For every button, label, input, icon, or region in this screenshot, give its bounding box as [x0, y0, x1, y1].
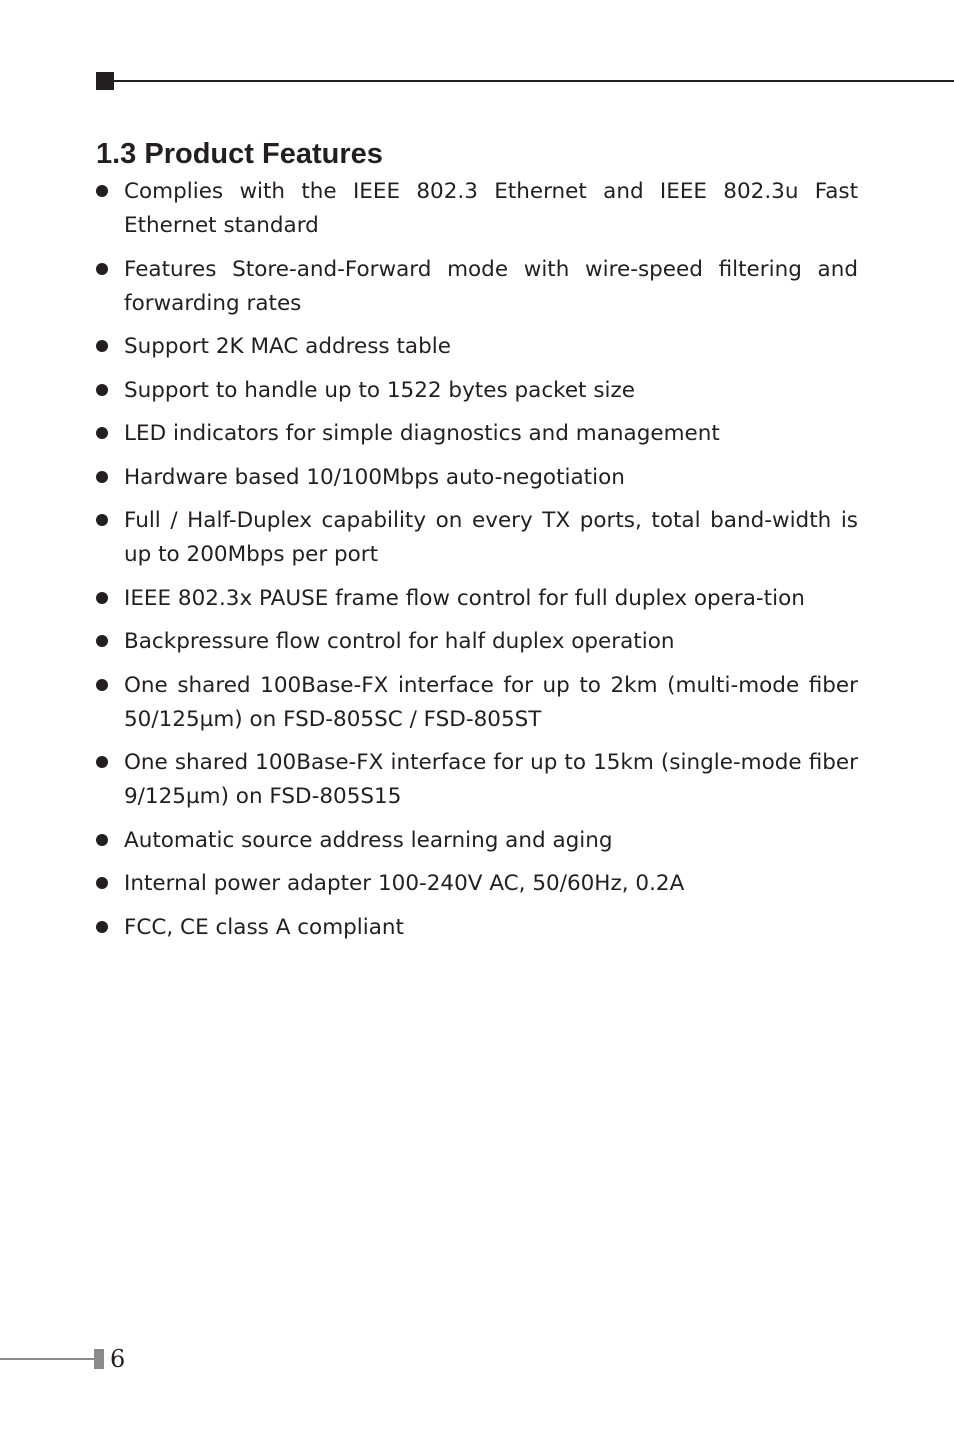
bullet-icon	[96, 471, 108, 483]
bullet-icon	[96, 263, 108, 275]
feature-item	[96, 330, 858, 364]
feature-text: Complies with the IEEE 802.3 Ethernet and IEEE 802.3u Fast Ethernet standard	[124, 179, 858, 238]
feature-text: IEEE 802.3x PAUSE frame flow control for full duplex opera-tion	[124, 585, 805, 611]
feature-item	[96, 824, 858, 858]
bullet-icon	[96, 427, 108, 439]
footer-rule	[0, 1358, 94, 1360]
bullet-icon	[96, 635, 108, 647]
bullet-icon	[96, 384, 108, 396]
footer-marker	[94, 1349, 104, 1369]
bullet-icon	[96, 834, 108, 846]
page-number: 6	[110, 1345, 126, 1373]
feature-item	[96, 374, 858, 408]
feature-text: Support to handle up to 1522 bytes packet size	[124, 377, 636, 403]
bullet-icon	[96, 921, 108, 933]
feature-text: FCC, CE class A compliant	[124, 914, 404, 940]
bullet-icon	[96, 679, 108, 691]
feature-item	[96, 746, 858, 814]
feature-text: Backpressure flow control for half duplex operation	[124, 629, 675, 654]
feature-item	[96, 911, 858, 945]
feature-text: Hardware based 10/100Mbps auto-negotiation	[124, 464, 625, 490]
bullet-icon	[96, 592, 108, 604]
bullet-icon	[96, 340, 108, 352]
section-title: 1.3 Product Features	[96, 138, 383, 170]
feature-item	[96, 669, 858, 737]
feature-item	[96, 417, 858, 451]
feature-item	[96, 625, 858, 659]
feature-item	[96, 582, 858, 616]
header-rule	[96, 80, 954, 82]
feature-item	[96, 461, 858, 495]
feature-item	[96, 867, 858, 901]
bullet-icon	[96, 877, 108, 889]
feature-item	[96, 253, 858, 321]
bullet-icon	[96, 185, 108, 197]
feature-text: Full / Half-Duplex capability on every TX ports, total band-width is up to 200Mbps per port	[124, 508, 858, 567]
bullet-icon	[96, 756, 108, 768]
header-square-marker	[96, 72, 114, 90]
feature-list	[96, 175, 858, 954]
feature-text: One shared 100Base-FX interface for up to 2km (multi-mode fiber 50/125µm) on FSD-805SC / FSD-805ST	[124, 672, 858, 732]
feature-text: Internal power adapter 100-240V AC, 50/60Hz, 0.2A	[124, 871, 685, 896]
feature-item	[96, 504, 858, 572]
feature-text: Automatic source address learning and aging	[124, 827, 613, 853]
feature-text: LED indicators for simple diagnostics and management	[124, 421, 720, 446]
feature-text: Features Store-and-Forward mode with wire-speed filtering and forwarding rates	[124, 256, 858, 316]
feature-text: Support 2K MAC address table	[124, 334, 451, 359]
bullet-icon	[96, 514, 108, 526]
feature-item	[96, 175, 858, 243]
feature-text: One shared 100Base-FX interface for up to 15km (single-mode fiber 9/125µm) on FSD-805S15	[124, 750, 858, 809]
